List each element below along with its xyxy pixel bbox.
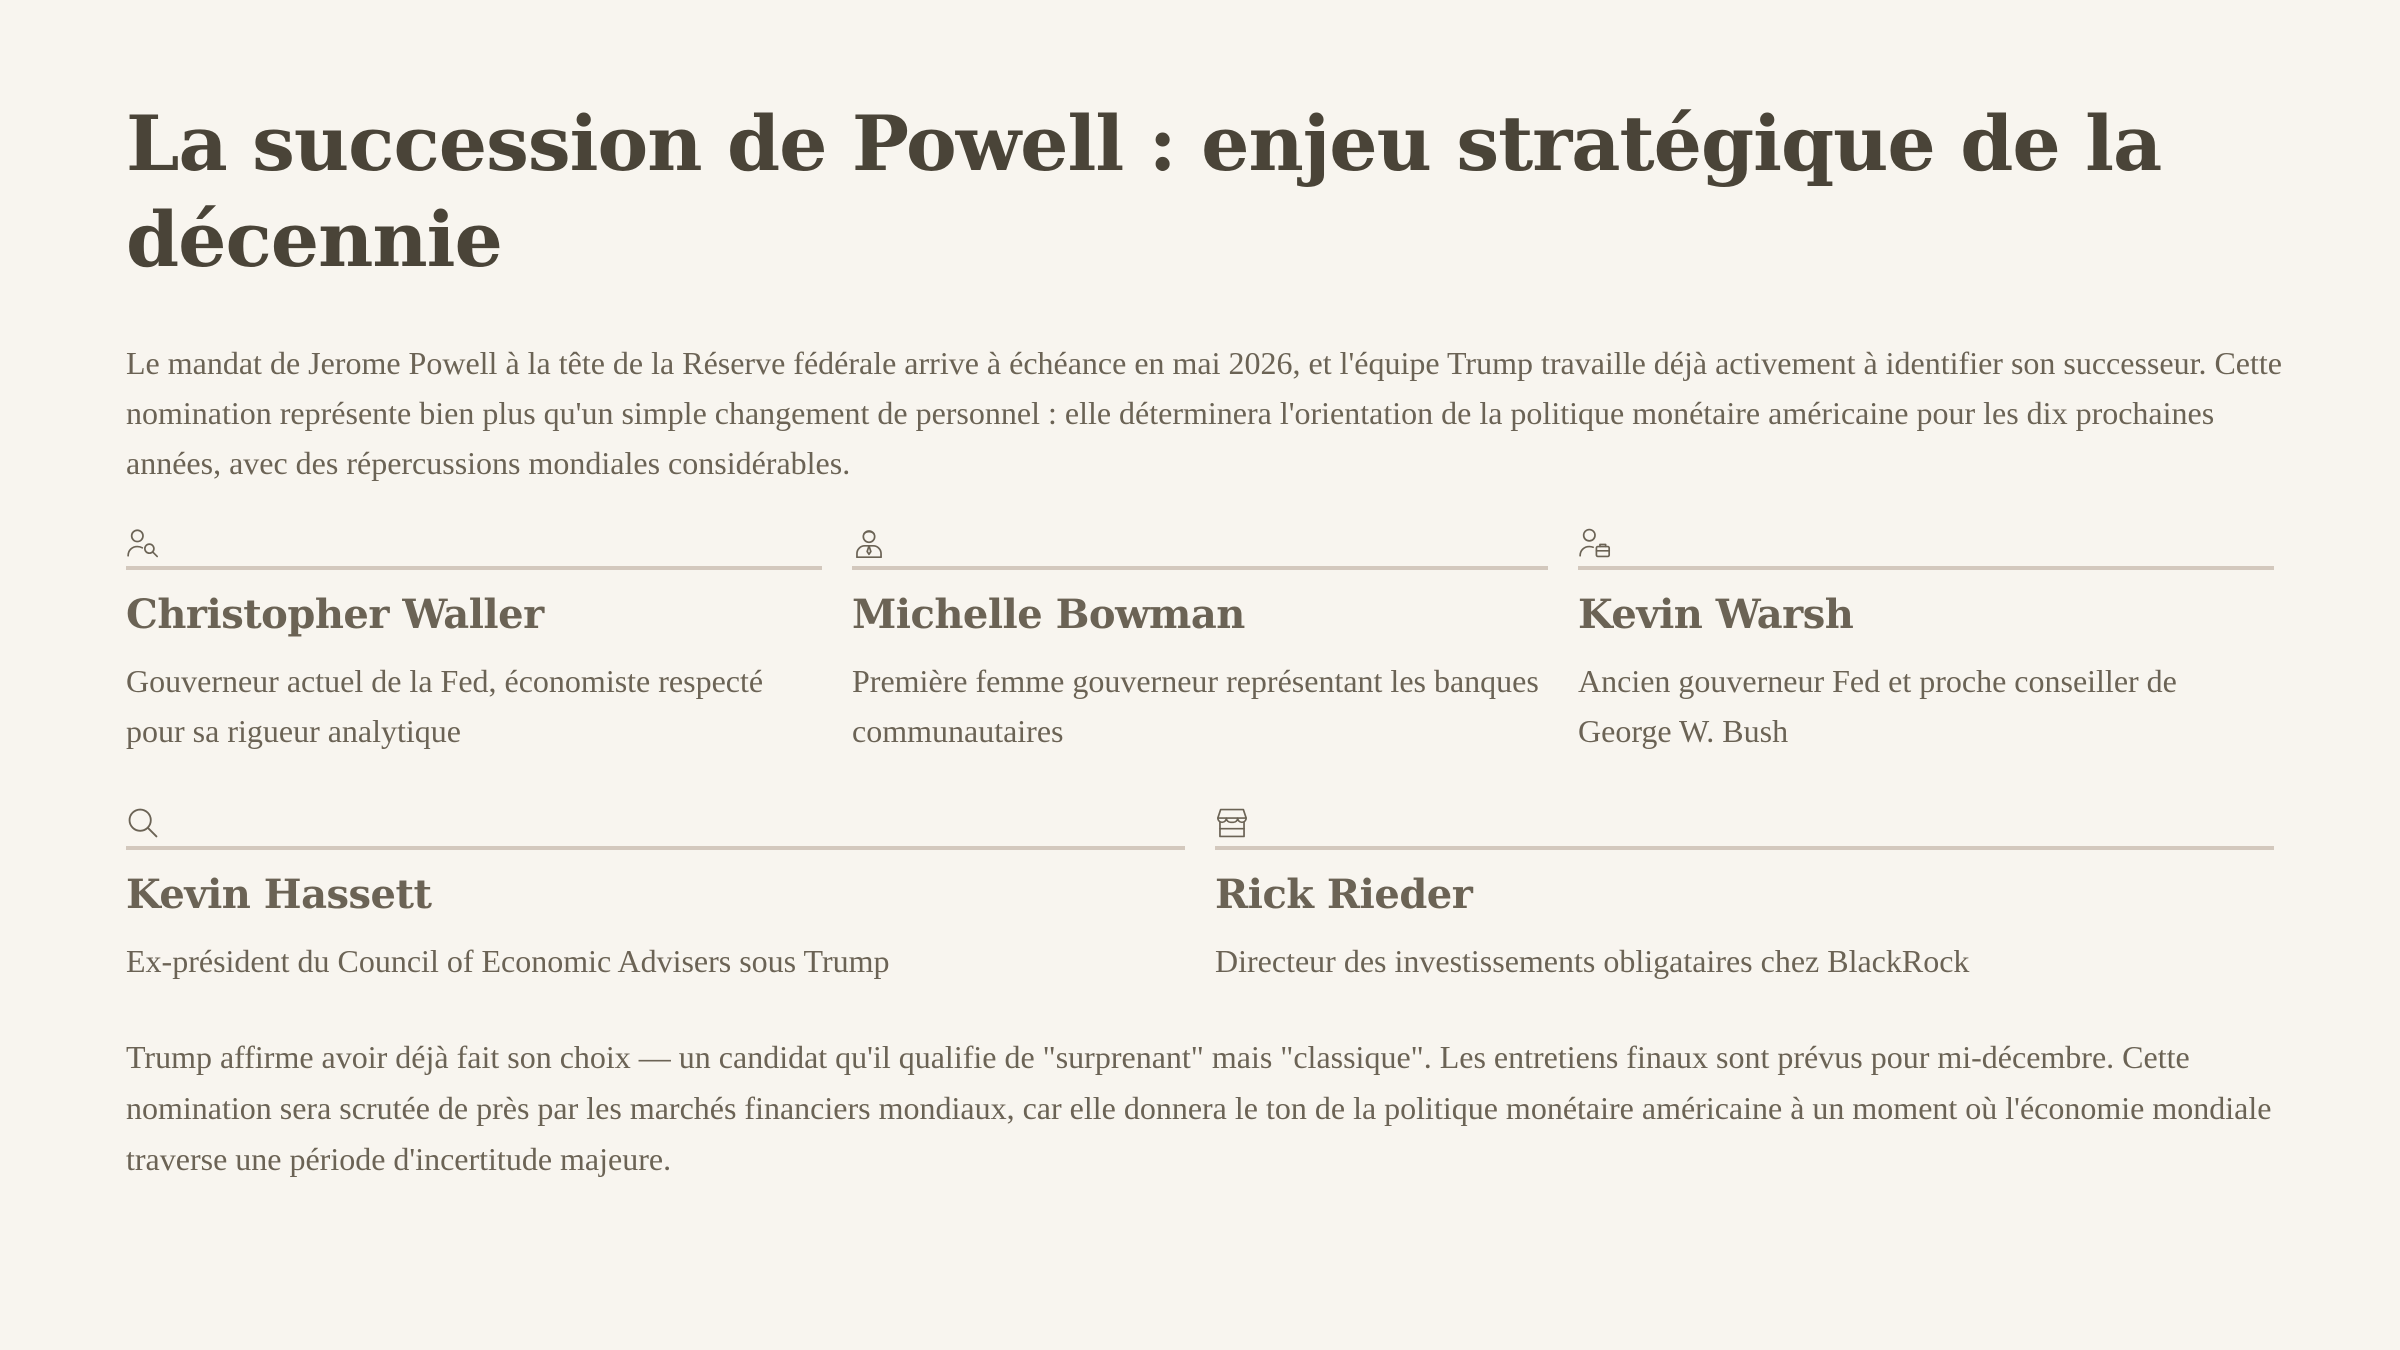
candidate-name: Christopher Waller	[126, 591, 544, 638]
card-header	[1215, 806, 2274, 850]
candidate-card-hassett	[126, 806, 1185, 986]
candidate-card-rieder	[1215, 806, 2274, 986]
candidates-row-1	[126, 526, 2274, 756]
page-title: La succession de Powell : enjeu stratégique de la décennie	[126, 99, 2162, 284]
user-briefcase-icon	[1578, 526, 1612, 560]
candidate-description: Première femme gouverneur représentant les banques communautaires	[852, 663, 1539, 749]
card-header	[1578, 526, 2274, 570]
candidate-name: Michelle Bowman	[852, 591, 1245, 638]
candidate-card-bowman	[852, 526, 1548, 756]
candidate-name: Rick Rieder	[1215, 871, 1473, 918]
candidate-description: Ex-président du Council of Economic Advisers sous Trump	[126, 943, 890, 979]
candidate-description: Directeur des investissements obligataires chez BlackRock	[1215, 943, 1970, 979]
user-tie-icon	[852, 526, 886, 560]
card-header	[126, 806, 1185, 850]
candidate-card-warsh	[1578, 526, 2274, 756]
candidate-description: Ancien gouverneur Fed et proche conseiller de George W. Bush	[1578, 663, 2177, 749]
card-header	[852, 526, 1548, 570]
candidate-name: Kevin Hassett	[126, 871, 432, 918]
card-header	[126, 526, 822, 570]
candidate-card-waller	[126, 526, 822, 756]
user-search-icon	[126, 526, 160, 560]
search-icon	[126, 806, 160, 840]
candidate-name: Kevin Warsh	[1578, 591, 1854, 638]
store-icon	[1215, 806, 1249, 840]
intro-paragraph: Le mandat de Jerome Powell à la tête de la Réserve fédérale arrive à échéance en mai 2026, et l'équipe Trump travaille déjà activement à identifier son successeur. Cette nomination représente bien plus qu'un simple changement de personnel : elle déterminera l'orientation de la politique monétaire américaine pour les dix prochaines années, avec des répercussions mondiales considérables.	[126, 345, 2282, 481]
candidate-description: Gouverneur actuel de la Fed, économiste respecté pour sa rigueur analytique	[126, 663, 764, 749]
conclusion-paragraph: Trump affirme avoir déjà fait son choix — un candidat qu'il qualifie de "surprenant" mais "classique". Les entretiens finaux sont prévus pour mi-décembre. Cette nomination sera scrutée de près par les marchés financiers mondiaux, car elle donnera le ton de la politique monétaire américaine à un moment où l'économie mondiale traverse une période d'incertitude majeure.	[126, 1039, 2272, 1177]
candidates-row-2	[126, 806, 2274, 986]
